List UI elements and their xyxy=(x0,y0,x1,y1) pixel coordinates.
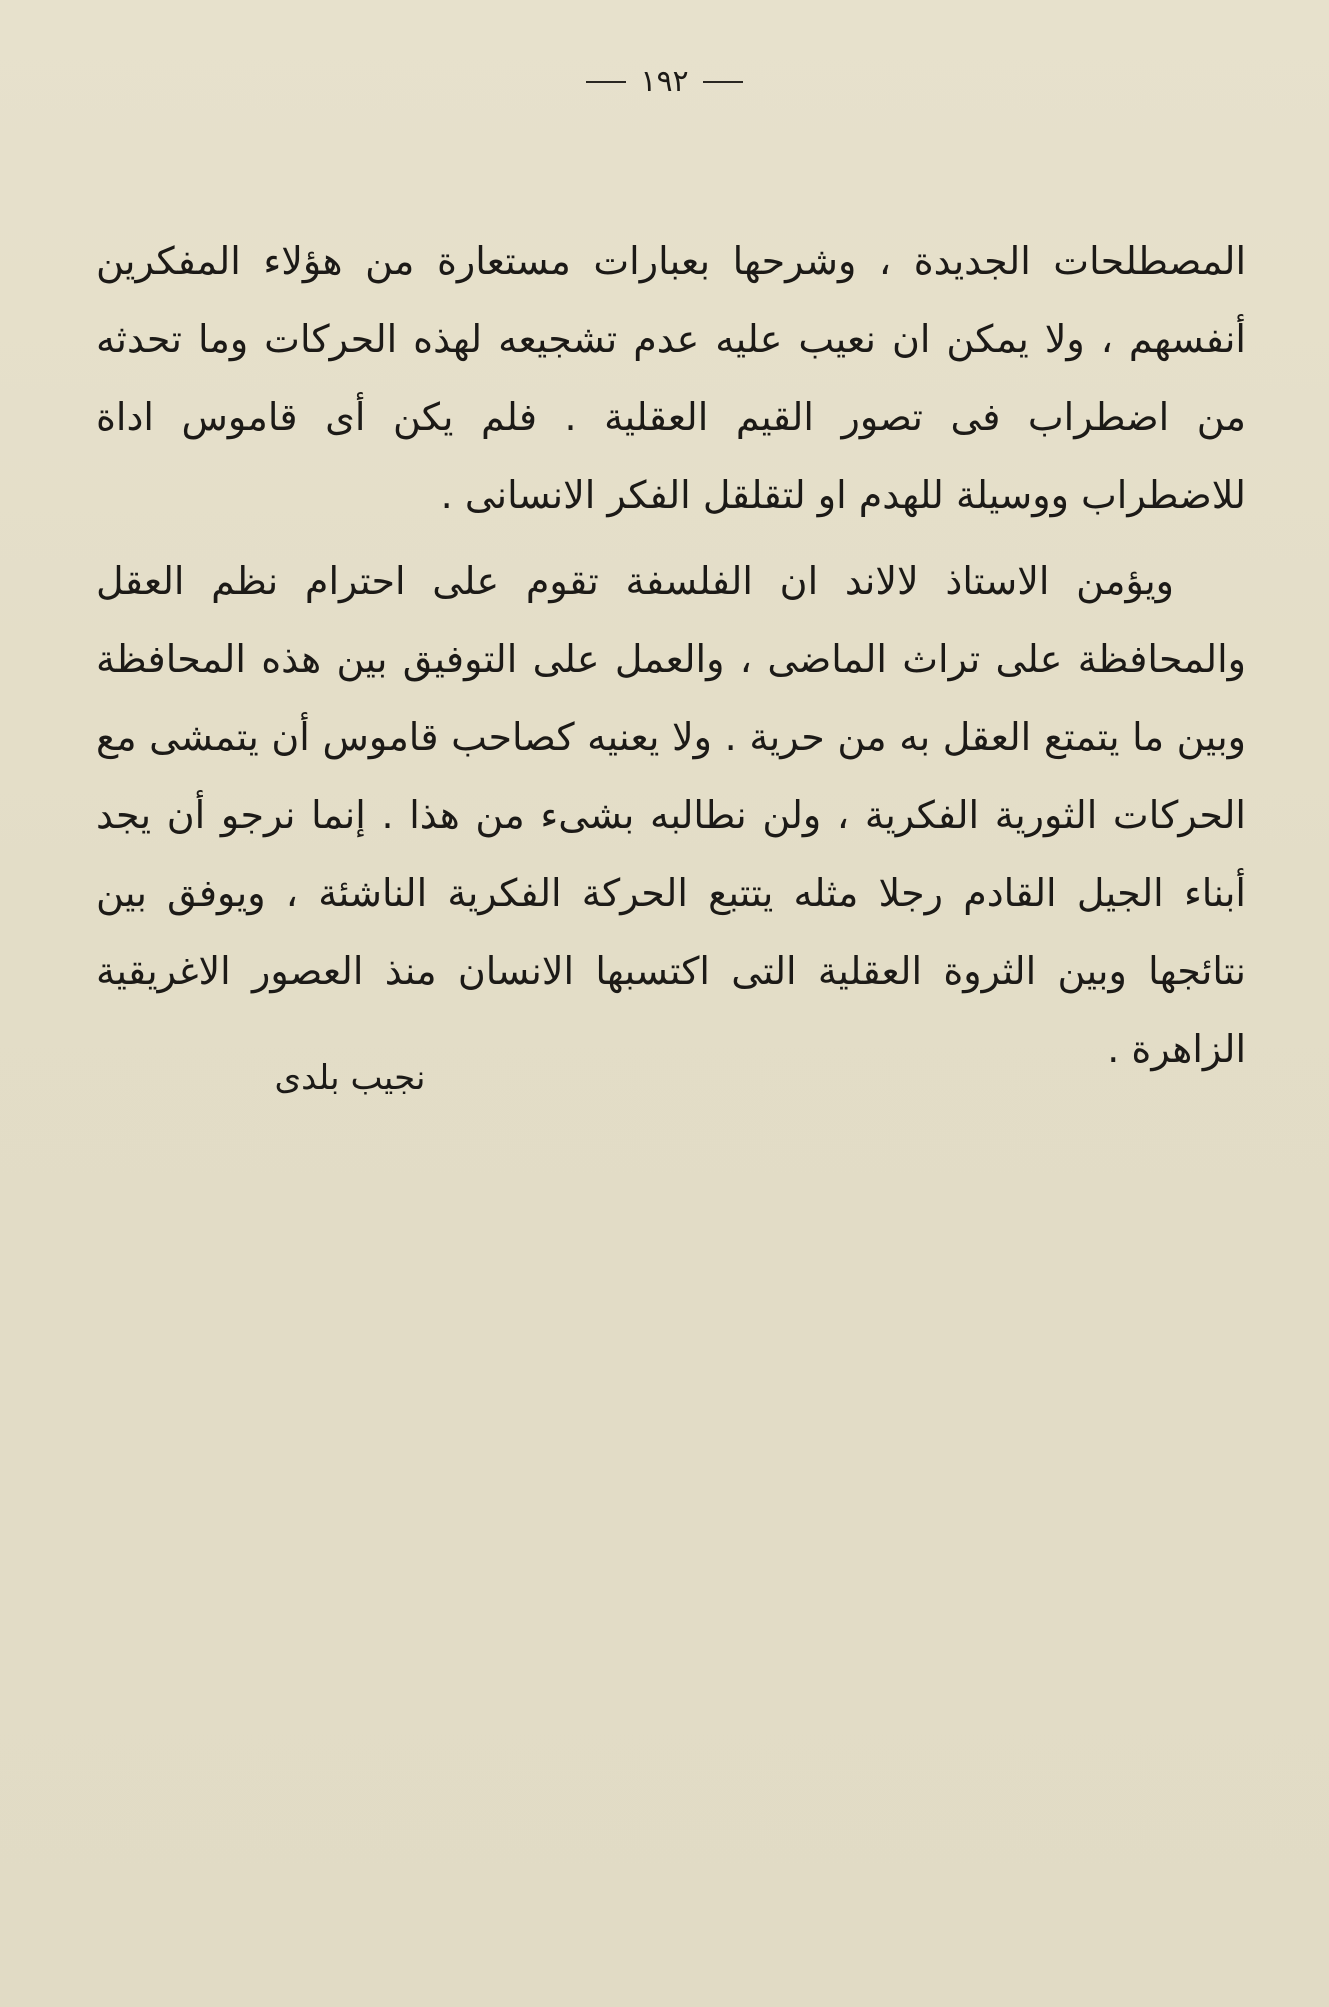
header-dash-right xyxy=(586,81,626,83)
author-signature: نجيب بلدى xyxy=(274,1058,426,1098)
page-number: ١٩٢ xyxy=(640,64,689,99)
paragraph-1: المصطلحات الجديدة ، وشرحها بعبارات مستعارة من هؤلاء المفكرين أنفسهم ، ولا يمكن ان نعيب عليه عدم تشجيعه لهذه الحركات وما تحدثه من اضطراب فى تصور القيم العقلية . فلم يكن أى قاموس اداة للاضطراب ووسيلة للهدم او لتقلقل الفكر الانسانى . xyxy=(96,239,1246,517)
header-dash-left xyxy=(703,81,743,83)
body-text xyxy=(96,222,1246,1088)
page-header xyxy=(0,60,1329,104)
paragraph-2: ويؤمن الاستاذ لالاند ان الفلسفة تقوم على احترام نظم العقل والمحافظة على تراث الماضى ، والعمل على التوفيق بين هذه المحافظة وبين ما يتمتع العقل به من حرية . ولا يعنيه كصاحب قاموس أن يتمشى مع الحركات الثورية الفكرية ، ولن نطالبه بشىء من هذا . إنما نرجو أن يجد أبناء الجيل القادم رجلا مثله يتتبع الحركة الفكرية الناشئة ، ويوفق بين نتائجها وبين الثروة العقلية التى اكتسبها الانسان منذ العصور الاغريقية الزاهرة . xyxy=(96,559,1246,1071)
